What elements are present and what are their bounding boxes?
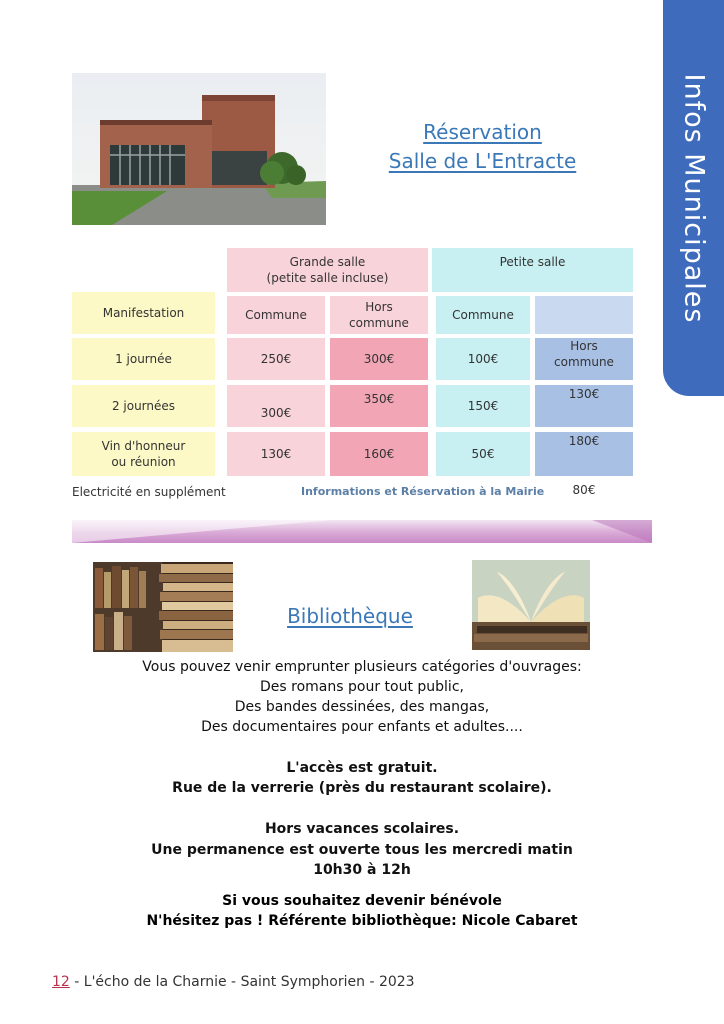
header-gs-hors (330, 296, 428, 334)
row-3-ps-hors-value: 80€ (572, 483, 596, 497)
row-1-gs-hors-value: 300€ (363, 352, 395, 366)
volunteer-line-2: N'hésitez pas ! Référente bibliothèque: Nicole Cabaret (146, 913, 578, 929)
header-grande-salle-sub: (petite salle incluse) (266, 271, 389, 285)
header-petite-salle (432, 248, 633, 292)
books-stack-photo (93, 562, 233, 652)
side-tab-label-wrap (663, 0, 724, 396)
open-book-photo (472, 560, 590, 650)
row-2-gs-commune (227, 385, 325, 427)
page-number: 12 (52, 974, 70, 990)
reservation-title-line1: Réservation (423, 120, 542, 144)
side-tab-label: Infos Municipales (678, 73, 710, 323)
row-3-ps-commune-value: 50€ (471, 447, 495, 461)
row-3-label-line2: ou réunion (111, 455, 176, 469)
access-line-2: Rue de la verrerie (près du restaurant scolaire). (172, 780, 552, 796)
row-2-gs-hors (330, 385, 428, 427)
row-2-ps-hors (535, 432, 633, 476)
header-gs-commune (227, 296, 325, 334)
intro-line-2: Des romans pour tout public, (260, 679, 464, 695)
header-gs-commune-label: Commune (245, 308, 307, 322)
bibliotheque-title: Bibliothèque (287, 604, 413, 628)
row-1-ps-hors-value: 130€ (568, 387, 600, 401)
header-ps-hors-bg (535, 296, 633, 334)
building-photo (72, 73, 326, 225)
row-3-label-line1: Vin d'honneur (101, 439, 186, 453)
reservation-title (360, 118, 605, 176)
header-grande-salle-label: Grande salle (289, 255, 366, 269)
reservation-title-line2: Salle de L'Entracte (388, 149, 577, 173)
header-ps-hors-line2: commune (554, 355, 614, 369)
row-3-gs-hors (330, 432, 428, 476)
hours-line-1: Hors vacances scolaires. (264, 821, 460, 837)
intro-line-3: Des bandes dessinées, des mangas, (234, 699, 490, 715)
row-1-ps-commune-value: 100€ (467, 352, 499, 366)
header-gs-hors-line1: Hors (365, 300, 393, 314)
row-2-ps-commune (436, 385, 530, 427)
row-2-ps-hors-value: 180€ (568, 434, 600, 448)
row-3-gs-commune-value: 130€ (260, 447, 292, 461)
header-ps-hors-line1: Hors (570, 339, 598, 353)
row-2-gs-hors-value: 350€ (363, 392, 395, 406)
row-3-gs-commune (227, 432, 325, 476)
row-3-ps-commune (436, 432, 530, 476)
row-1-label (72, 338, 215, 380)
row-3-gs-hors-value: 160€ (363, 447, 395, 461)
row-1-label-text: 1 journée (115, 352, 172, 366)
hours-line-2: Une permanence est ouverte tous les mercredi matin (151, 842, 573, 858)
row-3-label (72, 432, 215, 476)
row-2-label (72, 385, 215, 427)
page-footer (52, 974, 415, 990)
header-manifestation-label: Manifestation (102, 306, 185, 320)
info-reservation-note: Informations et Réservation à la Mairie (301, 485, 545, 498)
row-1-ps-commune (436, 338, 530, 380)
row-2-label-text: 2 journées (111, 399, 176, 413)
header-ps-commune (436, 296, 530, 334)
row-1-ps-hors (535, 385, 633, 427)
hours-line-3: 10h30 à 12h (313, 862, 411, 878)
row-1-gs-hors (330, 338, 428, 380)
header-grande-salle (227, 248, 428, 292)
decorative-band (72, 520, 652, 543)
intro-line-4: Des documentaires pour enfants et adultes.... (201, 719, 523, 735)
row-3-ps-hors (535, 480, 633, 500)
row-2-gs-commune-value: 300€ (260, 406, 292, 420)
intro-line-1: Vous pouvez venir emprunter plusieurs catégories d'ouvrages: (142, 659, 582, 675)
row-1-gs-commune (227, 338, 325, 380)
header-ps-hors (535, 338, 633, 380)
electricity-note: Electricité en supplément (72, 485, 226, 499)
row-2-ps-commune-value: 150€ (467, 399, 499, 413)
footer-text: - L'écho de la Charnie - Saint Symphorien - 2023 (69, 974, 415, 990)
header-manifestation (72, 292, 215, 334)
access-line-1: L'accès est gratuit. (286, 760, 438, 776)
row-1-gs-commune-value: 250€ (260, 352, 292, 366)
header-petite-salle-label: Petite salle (499, 255, 566, 269)
header-gs-hors-line2: commune (349, 316, 409, 330)
volunteer-line-1: Si vous souhaitez devenir bénévole (222, 893, 502, 909)
header-ps-commune-label: Commune (452, 308, 514, 322)
